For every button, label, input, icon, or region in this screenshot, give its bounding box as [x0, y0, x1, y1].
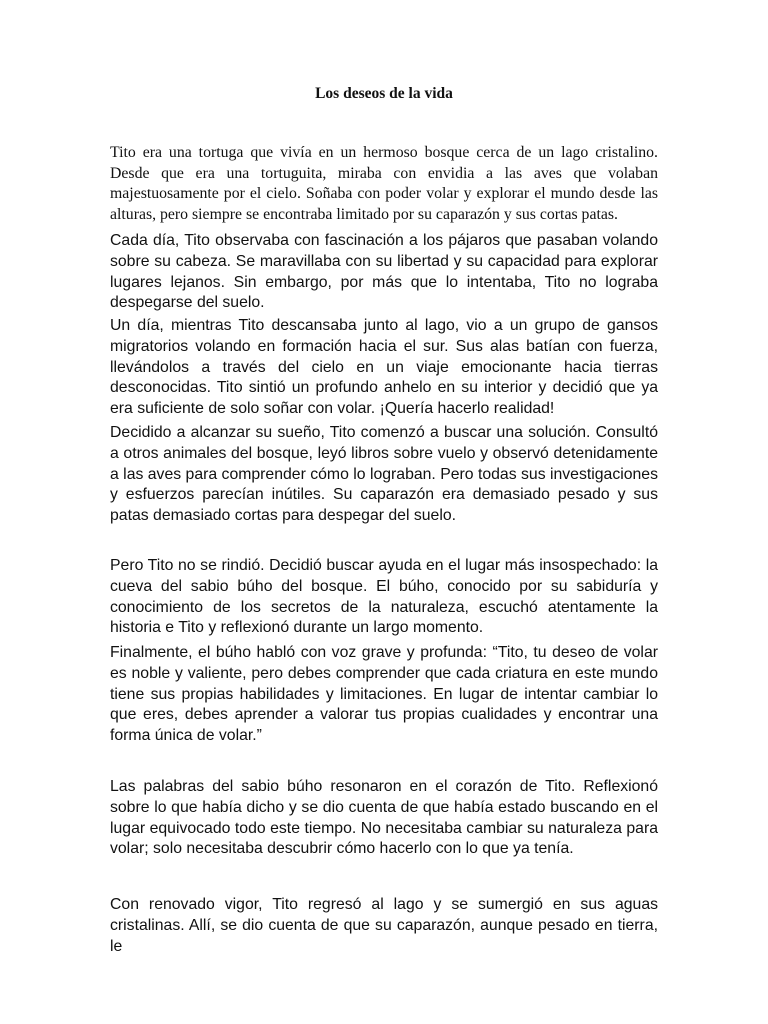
- paragraph-3: Un día, mientras Tito descansaba junto al lago, vio a un grupo de gansos migratorios volando en formación hacia el sur. Sus alas batían con fuerza, llevándolos a través del cielo en un viaje emocionante hacia tierras desconocidas. Tito sintió un profundo anhelo en su interior y decidió que ya era suficiente de solo soñar con volar. ¡Quería hacerlo realidad!: [110, 317, 658, 418]
- paragraph-8: Con renovado vigor, Tito regresó al lago y se sumergió en sus aguas cristalinas. Allí, se dio cuenta de que su caparazón, aunque pesado en tierra, le: [110, 896, 658, 955]
- document-title: Los deseos de la vida: [315, 85, 453, 102]
- paragraph-5: Pero Tito no se rindió. Decidió buscar ayuda en el lugar más insospechado: la cueva del sabio búho del bosque. El búho, conocido por su sabiduría y conocimiento de los secretos de la naturaleza, escuchó atentamente la historia e Tito y reflexionó durante un largo momento.: [110, 557, 658, 637]
- paragraph-1: Tito era una tortuga que vivía en un hermoso bosque cerca de un lago cristalino. Desde que era una tortuguita, miraba con envidia a las aves que volaban majestuosamente por el cielo. Soñaba con poder volar y explorar el mundo desde las alturas, pero siempre se encontraba limitado por su caparazón y sus cortas patas.: [110, 144, 658, 223]
- paragraph-7: Las palabras del sabio búho resonaron en el corazón de Tito. Reflexionó sobre lo que había dicho y se dio cuenta de que había estado buscando en el lugar equivocado todo este tiempo. No necesitaba cambiar su naturaleza para volar; solo necesitaba descubrir cómo hacerlo con lo que ya tenía.: [110, 778, 658, 858]
- paragraph-2: Cada día, Tito observaba con fascinación a los pájaros que pasaban volando sobre su cabeza. Se maravillaba con su libertad y su capacidad para explorar lugares lejanos. Sin embargo, por más que lo intentaba, Tito no lograba despegarse del suelo.: [110, 232, 658, 312]
- paragraph-4: Decidido a alcanzar su sueño, Tito comenzó a buscar una solución. Consultó a otros animales del bosque, leyó libros sobre vuelo y observó detenidamente a las aves para comprender cómo lo lograban. Pero todas sus investigaciones y esfuerzos parecían inútiles. Su caparazón era demasiado pesado y sus patas demasiado cortas para despegar del suelo.: [110, 424, 658, 525]
- paragraph-6: Finalmente, el búho habló con voz grave y profunda: “Tito, tu deseo de volar es noble y valiente, pero debes comprender que cada criatura en este mundo tiene sus propias habilidades y limitaciones. En lugar de intentar cambiar lo que eres, debes aprender a valorar tus propias cualidades y encontrar una forma única de volar.”: [110, 644, 658, 745]
